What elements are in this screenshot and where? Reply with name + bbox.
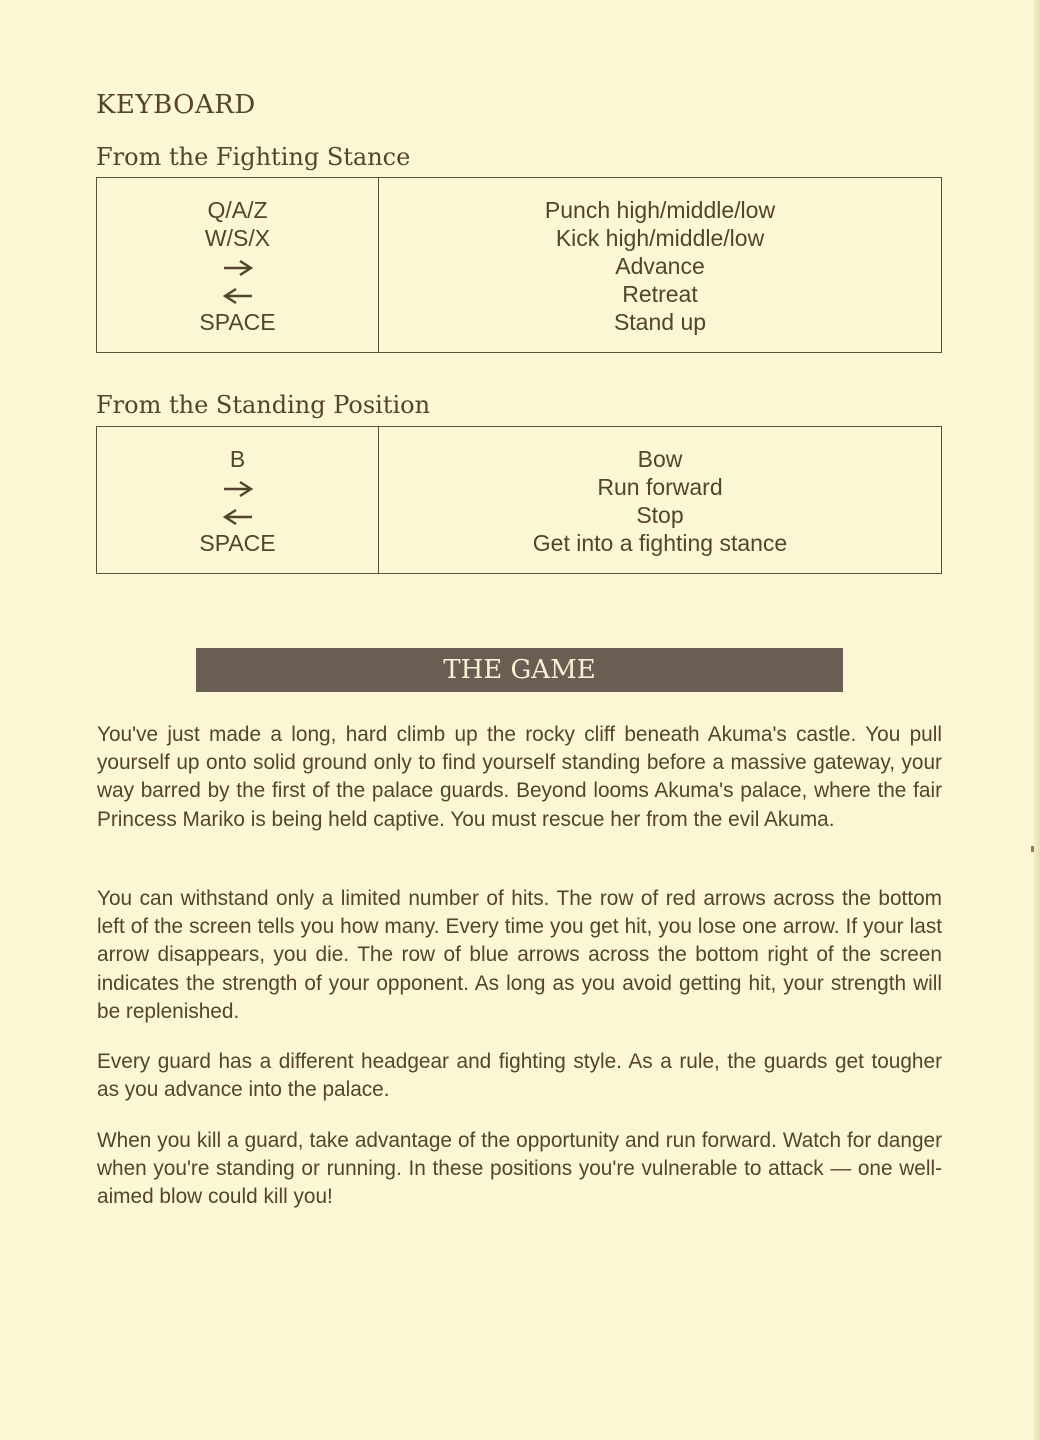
action-stand-up: Stand up — [613, 309, 707, 335]
action-retreat: Retreat — [622, 281, 698, 307]
key-wsx: W/S/X — [204, 225, 271, 251]
key-qaz: Q/A/Z — [207, 197, 268, 223]
action-run-forward: Run forward — [597, 474, 723, 500]
key-column — [97, 427, 379, 573]
action-kick: Kick high/middle/low — [555, 225, 765, 251]
key-space: SPACE — [199, 309, 276, 335]
fighting-stance-title: From the Fighting Stance — [96, 143, 411, 171]
action-column — [379, 427, 941, 573]
standing-position-table — [96, 426, 942, 574]
action-stop: Stop — [636, 502, 684, 528]
the-game-banner: THE GAME — [196, 648, 843, 692]
action-advance: Advance — [615, 253, 705, 279]
keyboard-heading: KEYBOARD — [96, 90, 256, 120]
edge-mark — [1031, 846, 1034, 852]
key-column — [97, 178, 379, 352]
key-space: SPACE — [199, 530, 276, 556]
page-edge — [1034, 0, 1040, 1440]
right-arrow-icon — [97, 252, 378, 280]
game-paragraph-1: You've just made a long, hard climb up the rocky cliff beneath Akuma's castle. You pull yourself up onto solid ground only to find yourself standing before a massive gateway, your way barred by the first of the palace guards. Beyond looms Akuma's palace, where the fair Princess Mariko is being held captive. You must rescue her from the evil Akuma. — [97, 723, 942, 831]
key-b: B — [229, 446, 246, 472]
fighting-stance-table — [96, 177, 942, 353]
action-fighting-stance: Get into a fighting stance — [532, 530, 788, 556]
action-punch: Punch high/middle/low — [544, 197, 776, 223]
action-bow: Bow — [637, 446, 683, 472]
game-paragraph-2: You can withstand only a limited number of hits. The row of red arrows across the bottom left of the screen tells you how many. Every time you get hit, you lose one arrow. If your last arrow disappears, you die. The row of blue arrows across the bottom right of the screen indicates the strength of your opponent. As long as you avoid getting hit, your strength will be replenished. — [97, 887, 942, 1023]
game-paragraph-4: When you kill a guard, take advantage of the opportunity and run forward. Watch for danger when you're standing or running. In these positions you're vulnerable to attack — one well-aimed blow could kill you! — [97, 1129, 942, 1209]
right-arrow-icon — [97, 473, 378, 501]
game-paragraph-3: Every guard has a different headgear and fighting style. As a rule, the guards get tougher as you advance into the palace. — [97, 1050, 942, 1102]
standing-position-title: From the Standing Position — [96, 391, 431, 419]
action-column — [379, 178, 941, 352]
left-arrow-icon — [97, 280, 378, 308]
left-arrow-icon — [97, 501, 378, 529]
